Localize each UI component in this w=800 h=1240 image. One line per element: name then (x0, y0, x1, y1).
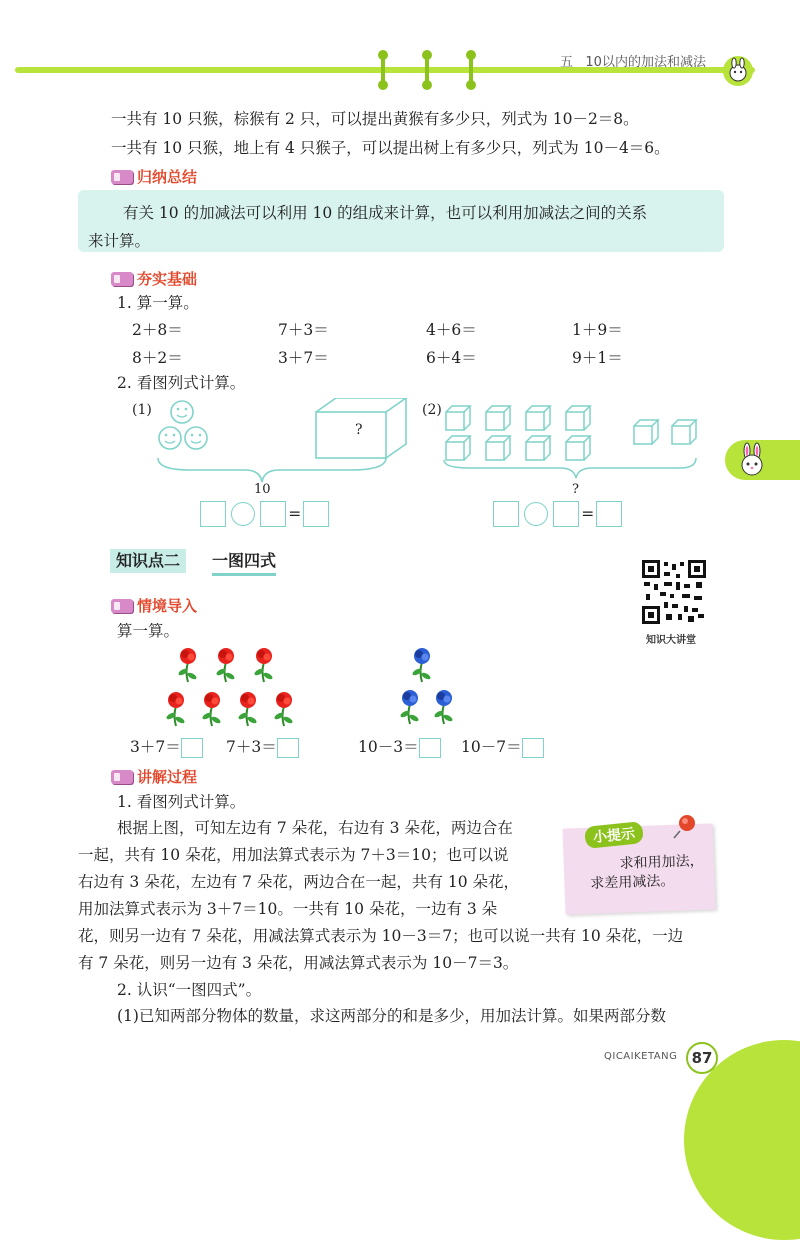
summary-text: 来计算。 (88, 232, 151, 250)
figure-1-label: (1) (132, 402, 152, 418)
question-1: 1. 算一算。 (117, 294, 199, 312)
section-title-summary (111, 166, 197, 187)
red-roses-image (158, 644, 308, 730)
rabbit-icon (733, 442, 773, 482)
exercise: 1＋9＝ (572, 321, 623, 339)
answer-square (200, 501, 226, 527)
exercise: 4＋6＝ (426, 321, 477, 339)
question-2: 2. 看图列式计算。 (117, 374, 246, 392)
footer-brand: QICAIKETANG (604, 1051, 678, 1062)
explain-step-2-line: (1)已知两部分物体的数量，求这两部分的和是多少，用加法计算。如果两部分数 (117, 1007, 666, 1025)
knowledge-tag: 知识点二 (110, 549, 186, 573)
exercise: 8＋2＝ (132, 349, 183, 367)
answer-box (419, 738, 441, 758)
figure-1-total: 10 (254, 482, 271, 497)
summary-title: 归纳总结 (137, 168, 198, 186)
summary-text: 有关 10 的加减法可以利用 10 的组成来计算，也可以利用加减法之间的关系 (123, 204, 648, 222)
situation-equation (130, 735, 203, 758)
explain-paragraph-line: 花，则另一边有 7 朵花，用减法算式表示为 10－3＝7；也可以说一共有 10 朵花，一边 (78, 927, 684, 945)
basics-title: 夯实基础 (137, 270, 198, 288)
situation-title: 情境导入 (137, 597, 198, 615)
knowledge-title: 一图四式 (212, 549, 276, 576)
page-number: 87 (686, 1042, 718, 1074)
header-pin (466, 50, 476, 90)
explain-paragraph-line: 右边有 3 朵花，左边有 7 朵花，两边合在一起，共有 10 朵花， (78, 873, 520, 891)
explain-title: 讲解过程 (137, 768, 198, 786)
answer-circle (524, 502, 548, 526)
equals-sign: = (581, 504, 595, 523)
answer-box (277, 738, 299, 758)
situation-equation (461, 735, 544, 758)
qr-caption: 知识大讲堂 (646, 635, 696, 646)
answer-square (493, 501, 519, 527)
explain-paragraph-line: 根据上图，可知左边有 7 朵花，右边有 3 朵花，两边合在 (117, 819, 513, 837)
answer-box (181, 738, 203, 758)
explain-step-1: 1. 看图列式计算。 (117, 793, 246, 811)
figure-2-total: ? (572, 482, 579, 497)
tip-line: 求差用减法。 (590, 873, 675, 892)
tip-title: 小提示 (584, 821, 644, 849)
section-icon (111, 770, 133, 784)
equation-text: 10－3＝ (358, 738, 419, 756)
section-title-explain (111, 766, 197, 787)
figure-1-box-text: ? (355, 422, 363, 438)
exercise: 9＋1＝ (572, 349, 623, 367)
section-title-situation (111, 595, 197, 616)
section-title-basics (111, 268, 197, 289)
figure-2-label: (2) (422, 402, 442, 418)
section-icon (111, 170, 133, 184)
equation-text: 7＋3＝ (226, 738, 277, 756)
chapter-title: 五 10以内的加法和减法 (560, 55, 706, 70)
situation-prompt: 算一算。 (117, 622, 180, 640)
figure-1-answer-blanks (200, 501, 329, 527)
section-icon (111, 599, 133, 613)
figure-2-answer-blanks (493, 501, 622, 527)
answer-circle (231, 502, 255, 526)
header-pin (422, 50, 432, 90)
exercise: 3＋7＝ (278, 349, 329, 367)
explain-step-2: 2. 认识“一图四式”。 (117, 981, 262, 999)
equation-text: 3＋7＝ (130, 738, 181, 756)
answer-square (553, 501, 579, 527)
explain-paragraph-line: 一起，共有 10 朵花，用加法算式表示为 7＋3＝10；也可以说 (78, 846, 509, 864)
intro-line: 一共有 10 只猴，地上有 4 只猴子，可以提出树上有多少只，列式为 10－4＝6。 (111, 139, 670, 157)
explain-paragraph-line: 有 7 朵花，则另一边有 3 朵花，用减法算式表示为 10－7＝3。 (78, 954, 519, 972)
exercise: 6＋4＝ (426, 349, 477, 367)
situation-equation (358, 735, 441, 758)
pushpin-icon (672, 813, 698, 843)
section-icon (111, 272, 133, 286)
intro-line: 一共有 10 只猴，棕猴有 2 只，可以提出黄猴有多少只，列式为 10－2＝8。 (111, 110, 639, 128)
figure-2-drawing (440, 400, 710, 480)
exercise: 7＋3＝ (278, 321, 329, 339)
equals-sign: = (288, 504, 302, 523)
tip-text (589, 852, 704, 894)
equation-text: 10－7＝ (461, 738, 522, 756)
explain-paragraph-line: 用加法算式表示为 3＋7＝10。一共有 10 朵花，一边有 3 朵 (78, 900, 498, 918)
header-rabbit-icon (723, 56, 753, 86)
tip-line: 求和用加法， (619, 853, 704, 872)
exercise: 2＋8＝ (132, 321, 183, 339)
answer-square (596, 501, 622, 527)
answer-box (522, 738, 544, 758)
situation-equation (226, 735, 299, 758)
qr-code[interactable] (642, 560, 706, 624)
answer-square (260, 501, 286, 527)
header-pin (378, 50, 388, 90)
figure-1-drawing (150, 398, 410, 488)
answer-square (303, 501, 329, 527)
blue-roses-image (394, 644, 474, 730)
